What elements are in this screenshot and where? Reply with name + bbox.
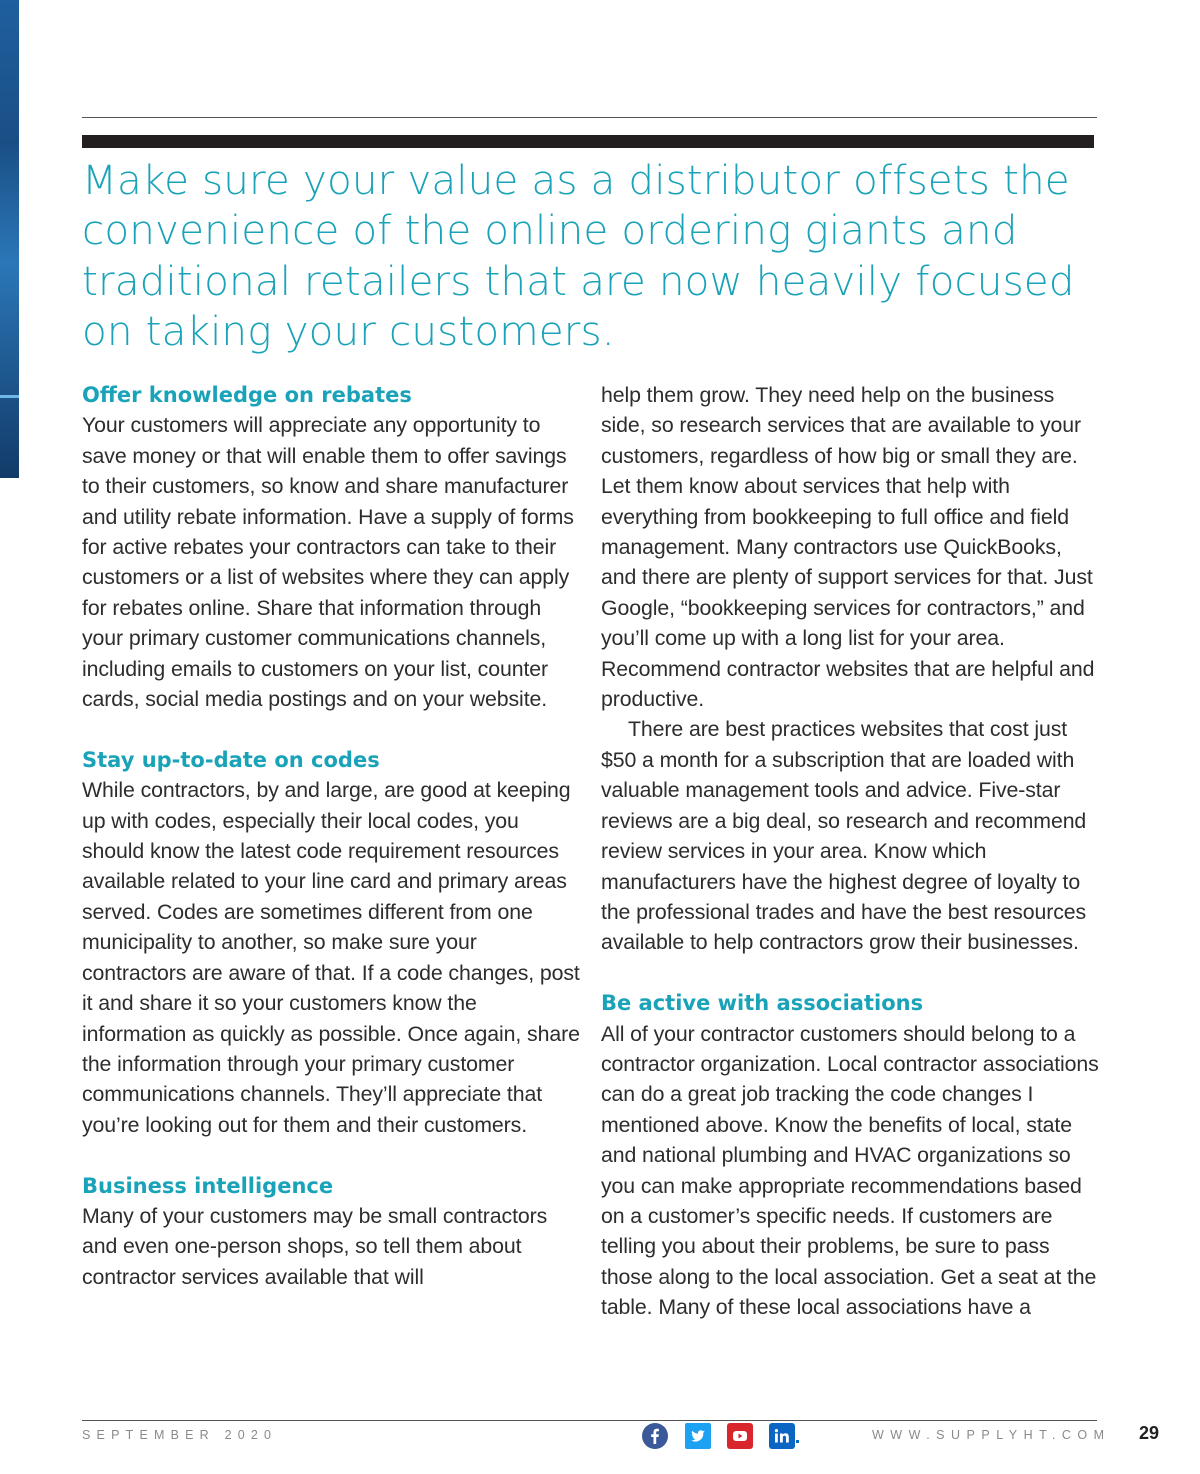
youtube-icon[interactable] bbox=[727, 1423, 753, 1449]
section-body-business-continued: help them grow. They need help on the business side, so research services that are available to your customers, regardless of how big or small they are. Let them know about services that help with everything from bookkeeping to full office and field management. Many contractors use QuickBooks, and there are plenty of support services for that. Just Google, “bookkeeping services for contractors,” and you’ll come up with a long list for your area. Recommend contractor websites that are helpful and productive. bbox=[601, 383, 1095, 712]
linkedin-dot bbox=[796, 1440, 799, 1443]
footer-url: WWW.SUPPLYHT.COM bbox=[872, 1428, 1111, 1442]
right-column bbox=[601, 380, 1101, 1323]
facebook-icon[interactable] bbox=[642, 1423, 668, 1449]
section-heading-associations: Be active with associations bbox=[601, 991, 924, 1016]
section-body-rebates: Your customers will appreciate any opportunity to save money or that will enable them to offer savings to their customers, so know and share manufacturer and utility rebate information. Have a supply of forms for active rebates your contractors can take to their customers or a list of websites where they can apply for rebates online. Share that information through your primary customer communications channels, including emails to customers on your list, counter cards, social media postings and on your website. bbox=[82, 413, 574, 712]
section-body-business-2: There are best practices websites that cost just $50 a month for a subscription that are loaded with valuable management tools and advice. Five-star reviews are a big deal, so research and recommend review services in your area. Know which manufacturers have the highest degree of loyalty to the professional trades and have the best resources available to help contractors grow their businesses. bbox=[601, 717, 1087, 955]
section-heading-rebates: Offer knowledge on rebates bbox=[82, 383, 412, 407]
left-column bbox=[82, 380, 582, 1292]
section-body-associations: All of your contractor customers should belong to a contractor organization. Local contractor associations can do a great job tracking the code changes I mentioned above. Know the benefits of local, state and national plumbing and HVAC organizations so you can make appropriate recommendations based on a customer’s specific needs. If customers are telling you about their problems, be sure to pass those along to the local association. Get a seat at the table. Many of these local associations have a bbox=[601, 1021, 1099, 1320]
section-heading-codes: Stay up-to-date on codes bbox=[82, 747, 380, 772]
pull-quote: Make sure your value as a distributor offsets the convenience of the online ordering giants and traditional retailers that are now heavily focused on taking your customers. bbox=[82, 156, 1075, 355]
twitter-icon[interactable] bbox=[685, 1423, 711, 1449]
section-body-business-start: Many of your customers may be small contractors and even one-person shops, so tell them about contractor services available that will bbox=[82, 1203, 548, 1289]
footer-rule bbox=[82, 1420, 1097, 1421]
header-thin-rule bbox=[82, 117, 1097, 118]
footer-date: SEPTEMBER 2020 bbox=[82, 1428, 278, 1442]
header-thick-rule bbox=[82, 135, 1094, 148]
linkedin-icon[interactable] bbox=[769, 1423, 795, 1449]
section-heading-business: Business intelligence bbox=[82, 1173, 334, 1198]
page-number: 29 bbox=[1139, 1423, 1160, 1443]
page-edge-band bbox=[0, 0, 19, 478]
section-body-codes: While contractors, by and large, are good at keeping up with codes, especially their local codes, you should know the latest code requirement resources available related to your line card and primary areas served. Codes are sometimes different from one municipality to another, so make sure your contractors are aware of that. If a code changes, post it and share it so your customers know the information as quickly as possible. Once again, share the information through your primary customer communications channels. They’ll appreciate that you’re looking out for them and their customers. bbox=[82, 778, 580, 1137]
